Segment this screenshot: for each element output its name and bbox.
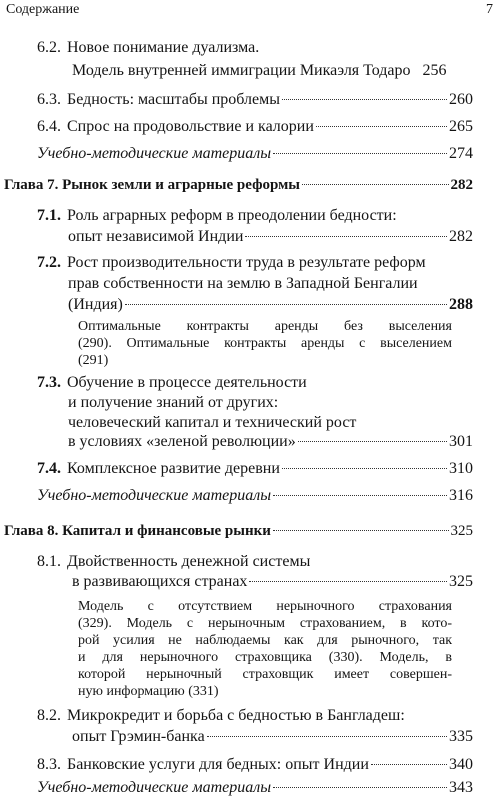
dot-leader [273,530,449,531]
entry-title-line1: Новое понимание дуализма. [67,39,260,56]
toc-chapter-7 [4,175,473,195]
toc-entry-8-2-line2 [72,727,473,747]
toc-chapter-8 [4,521,473,541]
dot-leader [298,441,447,442]
subsection-note-8-1 [78,598,452,700]
entry-number: 6.4. [37,118,61,135]
entry-page: 265 [449,118,473,135]
dot-leader [249,581,447,582]
toc-materials-6 [37,144,473,164]
toc-entry-8-3 [37,755,473,775]
entry-page: 316 [449,487,473,504]
entry-title-line2: опыт независимой Индии [68,228,244,245]
toc-entry-6-3 [37,90,473,110]
entry-title-line2: опыт Грэмин-банка [72,728,205,745]
toc-entry-8-1-line2 [72,572,473,592]
chapter-page: 325 [450,523,473,539]
note-line: (329). Модель с нерыночным страхованием, в кото- [78,616,452,631]
note-line: Модель с отсутствием нерыночного страхования [78,599,452,614]
entry-title-line3: человеческий капитал и технический рост [68,414,357,431]
entry-page: 274 [449,145,473,162]
entry-page: 325 [449,573,473,590]
chapter-title: Глава 8. Капитал и финансовые рынки [4,523,271,539]
subsection-note-7-2 [78,318,452,369]
entry-number: 7.3. [37,374,61,391]
dot-leader [302,184,449,185]
running-head [6,2,493,20]
toc-entry-7-3 [37,373,307,393]
entry-title-line1: Роль аграрных реформ в преодолении бедности: [67,207,397,224]
running-head-title: Содержание [6,2,80,17]
entry-number: 6.2. [37,39,61,56]
dot-leader [282,468,447,469]
entry-page: 260 [449,91,473,108]
dot-leader [316,126,447,127]
dot-leader [207,736,447,737]
toc-materials-8 [37,778,473,798]
entry-title-line2: в развивающихся странах [72,573,248,590]
entry-number: 8.1. [37,553,61,570]
toc-entry-7-1-line2 [68,227,473,247]
dot-leader [371,764,447,765]
entry-number: 7.2. [37,254,61,271]
entry-page: 282 [449,228,473,245]
dot-leader [245,236,447,237]
dot-leader [282,99,447,100]
entry-title-line2: прав собственности на землю в Западной Бенгалии [68,275,418,292]
toc-materials-7 [37,486,473,506]
note-line: которой нерыночный страховщик имеет совершен- [78,667,452,682]
entry-title: Банковские услуги для бедных: опыт Индии [67,756,369,773]
entry-number: 8.2. [37,707,61,724]
entry-title-line1: Микрокредит и борьба с бедностью в Бангладеш: [67,707,405,724]
entry-page: 335 [449,728,473,745]
entry-title-line3: (Индия) [68,296,123,313]
entry-title-line4: в условиях «зеленой революции» [68,433,296,450]
toc-entry-6-2-line2 [72,61,473,81]
note-line: (291) [78,353,109,368]
toc-entry-7-1 [37,206,397,226]
chapter-title: Глава 7. Рынок земли и аграрные реформы [4,177,300,193]
dot-leader [273,495,447,496]
entry-title-line2: и получение знаний от других: [68,394,279,411]
note-line: рой усилия не наблюдаемы как для рыночного, так [78,633,452,648]
entry-number: 7.1. [37,207,61,224]
toc-entry-7-2-line3 [68,295,473,315]
entry-page: 310 [449,460,473,477]
dot-leader [273,153,447,154]
entry-title-line1: Обучение в процессе деятельности [67,374,307,391]
running-head-page-number: 7 [486,2,493,17]
dot-leader [273,787,447,788]
entry-page: 340 [449,756,473,773]
toc-entry-7-2 [37,253,426,273]
entry-page: 256 [422,62,447,79]
entry-title: Комплексное развитие деревни [67,460,280,477]
entry-title: Бедность: масштабы проблемы [67,91,280,108]
toc-entry-8-2 [37,706,405,726]
entry-title: Учебно-методические материалы [37,487,272,504]
entry-page: 343 [449,779,473,796]
entry-title-line1: Рост производительности труда в результате реформ [67,254,426,271]
dot-leader [125,304,447,305]
entry-number: 8.3. [37,756,61,773]
entry-page: 288 [449,296,473,313]
entry-page: 301 [449,433,473,450]
entry-number: 6.3. [37,91,61,108]
toc-entry-7-4 [37,459,473,479]
note-line: (290). Оптимальные контракты аренды с выселением [78,336,452,351]
note-line: Оптимальные контракты аренды без выселения [78,319,452,334]
entry-number: 7.4. [37,460,61,477]
entry-title-line1: Двойственность денежной системы [67,553,311,570]
chapter-page: 282 [450,177,473,193]
toc-entry-8-1 [37,552,310,572]
toc-entry-6-4 [37,117,473,137]
entry-title-line2: Модель внутренней иммиграции Микаэля Тодаро [72,62,411,79]
entry-title: Учебно-методические материалы [37,145,272,162]
toc-entry-6-2 [37,38,259,58]
toc-entry-7-3-line4 [68,432,473,452]
note-line: и для нерыночного страховщика (330). Модель, в [78,650,452,665]
entry-title: Учебно-методические материалы [37,779,272,796]
entry-title: Спрос на продовольствие и калории [67,118,314,135]
note-line: ную информацию (331) [78,684,219,699]
